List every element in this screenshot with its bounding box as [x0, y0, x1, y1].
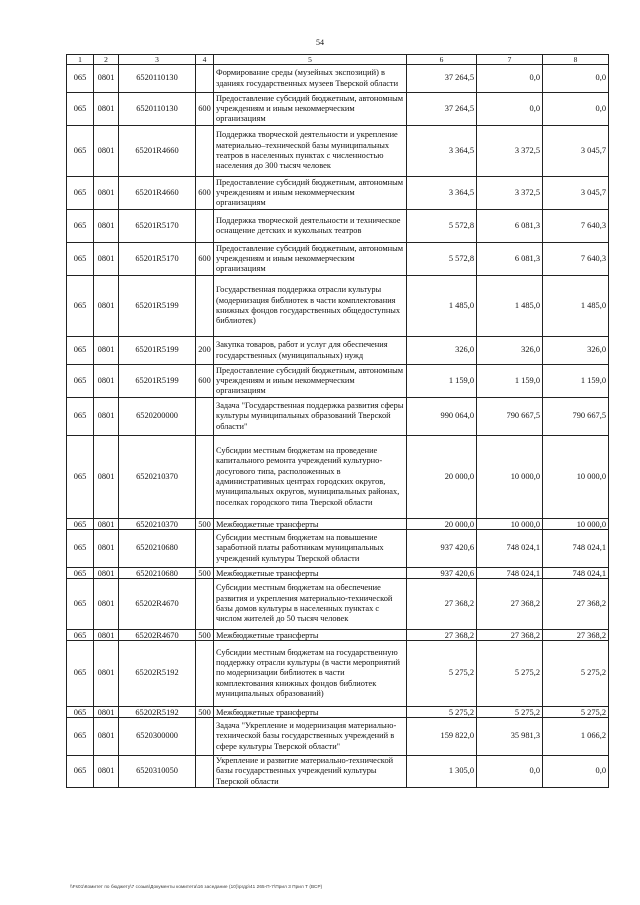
target-article-code-cell: 65202R5192 [119, 707, 196, 718]
column-header: 6 [407, 55, 477, 65]
amount-year-1-cell: 5 275,2 [407, 707, 477, 718]
target-article-code-cell: 6520110130 [119, 93, 196, 126]
item-name-cell: Предоставление субсидий бюджетным, автономным учреждениям и иным некоммерческим организациям [214, 365, 407, 398]
section-code-cell: 0801 [94, 630, 119, 641]
ministry-code-cell: 065 [67, 519, 94, 530]
column-header: 3 [119, 55, 196, 65]
amount-year-1-cell: 37 264,5 [407, 65, 477, 93]
amount-year-2-cell: 0,0 [477, 65, 543, 93]
amount-year-3-cell: 7 640,3 [543, 243, 609, 276]
column-header: 2 [94, 55, 119, 65]
section-code-cell: 0801 [94, 177, 119, 210]
amount-year-3-cell: 27 368,2 [543, 579, 609, 630]
target-article-code-cell: 6520210680 [119, 568, 196, 579]
ministry-code-cell: 065 [67, 707, 94, 718]
item-name-cell: Межбюджетные трансферты [214, 707, 407, 718]
expense-type-code-cell [196, 126, 214, 177]
amount-year-1-cell: 1 485,0 [407, 276, 477, 337]
amount-year-1-cell: 990 064,0 [407, 398, 477, 436]
item-name-cell: Субсидии местным бюджетам на проведение капитального ремонта учреждений культурно-досугового типа, расположенных в административных центрах городских округов, муниципальных округов, муниципальных районах, поселках городского типа Тверской области [214, 436, 407, 519]
amount-year-2-cell: 748 024,1 [477, 568, 543, 579]
table-row [67, 519, 609, 530]
target-article-code-cell: 65201R5199 [119, 365, 196, 398]
amount-year-3-cell: 3 045,7 [543, 126, 609, 177]
item-name-cell: Формирование среды (музейных экспозиций) в зданиях государственных музеев Тверской области [214, 65, 407, 93]
table-row [67, 641, 609, 707]
item-name-cell: Межбюджетные трансферты [214, 630, 407, 641]
amount-year-1-cell: 326,0 [407, 337, 477, 365]
amount-year-2-cell: 10 000,0 [477, 519, 543, 530]
amount-year-1-cell: 37 264,5 [407, 93, 477, 126]
section-code-cell: 0801 [94, 641, 119, 707]
amount-year-2-cell: 0,0 [477, 93, 543, 126]
section-code-cell: 0801 [94, 436, 119, 519]
amount-year-3-cell: 748 024,1 [543, 530, 609, 568]
table-row [67, 210, 609, 243]
ministry-code-cell: 065 [67, 398, 94, 436]
expense-type-code-cell [196, 276, 214, 337]
amount-year-3-cell: 3 045,7 [543, 177, 609, 210]
table-row [67, 365, 609, 398]
table-row [67, 630, 609, 641]
amount-year-2-cell: 1 159,0 [477, 365, 543, 398]
table-row [67, 718, 609, 756]
amount-year-1-cell: 5 572,8 [407, 210, 477, 243]
ministry-code-cell: 065 [67, 65, 94, 93]
budget-table [66, 54, 609, 788]
item-name-cell: Задача "Укрепление и модернизация материально-технической базы государственных учреждений в сфере культуры Тверской области" [214, 718, 407, 756]
page-number: 54 [316, 38, 324, 47]
amount-year-2-cell: 5 275,2 [477, 641, 543, 707]
expense-type-code-cell: 500 [196, 568, 214, 579]
amount-year-3-cell: 748 024,1 [543, 568, 609, 579]
item-name-cell: Поддержка творческой деятельности и укрепление материально–технической базы муниципальных театров в населенных пунктах с численностью населения до 300 тысяч человек [214, 126, 407, 177]
section-code-cell: 0801 [94, 337, 119, 365]
table-row [67, 337, 609, 365]
table-row [67, 177, 609, 210]
amount-year-3-cell: 1 485,0 [543, 276, 609, 337]
amount-year-1-cell: 20 000,0 [407, 519, 477, 530]
amount-year-3-cell: 5 275,2 [543, 707, 609, 718]
section-code-cell: 0801 [94, 276, 119, 337]
ministry-code-cell: 065 [67, 568, 94, 579]
target-article-code-cell: 65201R4660 [119, 177, 196, 210]
amount-year-3-cell: 0,0 [543, 93, 609, 126]
amount-year-2-cell: 3 372,5 [477, 177, 543, 210]
table-row [67, 93, 609, 126]
amount-year-3-cell: 10 000,0 [543, 519, 609, 530]
amount-year-1-cell: 27 368,2 [407, 630, 477, 641]
table-row [67, 436, 609, 519]
amount-year-2-cell: 3 372,5 [477, 126, 543, 177]
table-row [67, 276, 609, 337]
table-row [67, 398, 609, 436]
expense-type-code-cell [196, 530, 214, 568]
amount-year-3-cell: 7 640,3 [543, 210, 609, 243]
item-name-cell: Предоставление субсидий бюджетным, автономным учреждениям и иным некоммерческим организациям [214, 243, 407, 276]
expense-type-code-cell: 200 [196, 337, 214, 365]
item-name-cell: Задача "Государственная поддержка развития сферы культуры муниципальных образований Тверской области" [214, 398, 407, 436]
section-code-cell: 0801 [94, 65, 119, 93]
expense-type-code-cell [196, 718, 214, 756]
section-code-cell: 0801 [94, 579, 119, 630]
ministry-code-cell: 065 [67, 243, 94, 276]
amount-year-3-cell: 10 000,0 [543, 436, 609, 519]
section-code-cell: 0801 [94, 568, 119, 579]
table-row [67, 243, 609, 276]
column-header: 5 [214, 55, 407, 65]
expense-type-code-cell: 600 [196, 177, 214, 210]
ministry-code-cell: 065 [67, 579, 94, 630]
target-article-code-cell: 6520200000 [119, 398, 196, 436]
amount-year-3-cell: 790 667,5 [543, 398, 609, 436]
amount-year-2-cell: 27 368,2 [477, 630, 543, 641]
expense-type-code-cell: 500 [196, 519, 214, 530]
section-code-cell: 0801 [94, 365, 119, 398]
target-article-code-cell: 6520310050 [119, 756, 196, 788]
expense-type-code-cell: 500 [196, 630, 214, 641]
section-code-cell: 0801 [94, 93, 119, 126]
amount-year-2-cell: 35 981,3 [477, 718, 543, 756]
column-header: 4 [196, 55, 214, 65]
table-row [67, 568, 609, 579]
amount-year-2-cell: 5 275,2 [477, 707, 543, 718]
column-header: 7 [477, 55, 543, 65]
ministry-code-cell: 065 [67, 641, 94, 707]
section-code-cell: 0801 [94, 718, 119, 756]
item-name-cell: Закупка товаров, работ и услуг для обеспечения государственных (муниципальных) нужд [214, 337, 407, 365]
ministry-code-cell: 065 [67, 436, 94, 519]
ministry-code-cell: 065 [67, 337, 94, 365]
target-article-code-cell: 65201R4660 [119, 126, 196, 177]
amount-year-2-cell: 748 024,1 [477, 530, 543, 568]
amount-year-1-cell: 3 364,5 [407, 177, 477, 210]
amount-year-1-cell: 937 420,6 [407, 530, 477, 568]
target-article-code-cell: 6520300000 [119, 718, 196, 756]
amount-year-2-cell: 27 368,2 [477, 579, 543, 630]
table-row [67, 126, 609, 177]
expense-type-code-cell [196, 210, 214, 243]
expense-type-code-cell [196, 436, 214, 519]
section-code-cell: 0801 [94, 126, 119, 177]
amount-year-2-cell: 790 667,5 [477, 398, 543, 436]
ministry-code-cell: 065 [67, 530, 94, 568]
expense-type-code-cell [196, 398, 214, 436]
amount-year-3-cell: 5 275,2 [543, 641, 609, 707]
section-code-cell: 0801 [94, 519, 119, 530]
section-code-cell: 0801 [94, 756, 119, 788]
item-name-cell: Предоставление субсидий бюджетным, автономным учреждениям и иным некоммерческим организациям [214, 93, 407, 126]
table-row [67, 579, 609, 630]
item-name-cell: Государственная поддержка отрасли культуры (модернизация библиотек в части комплектования книжных фондов государственных общедоступных библиотек) [214, 276, 407, 337]
target-article-code-cell: 6520210370 [119, 519, 196, 530]
column-header: 1 [67, 55, 94, 65]
target-article-code-cell: 65202R5192 [119, 641, 196, 707]
amount-year-2-cell: 6 081,3 [477, 243, 543, 276]
expense-type-code-cell: 600 [196, 365, 214, 398]
section-code-cell: 0801 [94, 243, 119, 276]
ministry-code-cell: 065 [67, 210, 94, 243]
ministry-code-cell: 065 [67, 756, 94, 788]
amount-year-3-cell: 0,0 [543, 65, 609, 93]
table-row [67, 756, 609, 788]
amount-year-2-cell: 6 081,3 [477, 210, 543, 243]
amount-year-1-cell: 5 572,8 [407, 243, 477, 276]
amount-year-3-cell: 326,0 [543, 337, 609, 365]
target-article-code-cell: 65201R5170 [119, 243, 196, 276]
section-code-cell: 0801 [94, 530, 119, 568]
file-path-footer: \\Fs01\Комитет по бюджету\7 созыв\Документы комитета\16 заседание (10)\ргдр\41 265-П-7\Прил 3 Прил Т (ВСР) [70, 884, 323, 889]
column-number-header [67, 55, 609, 65]
ministry-code-cell: 065 [67, 126, 94, 177]
target-article-code-cell: 6520210370 [119, 436, 196, 519]
ministry-code-cell: 065 [67, 718, 94, 756]
ministry-code-cell: 065 [67, 177, 94, 210]
item-name-cell: Субсидии местным бюджетам на обеспечение развития и укрепления материально-технической базы домов культуры в населенных пунктах с числом жителей до 50 тысяч человек [214, 579, 407, 630]
section-code-cell: 0801 [94, 707, 119, 718]
amount-year-2-cell: 10 000,0 [477, 436, 543, 519]
target-article-code-cell: 65201R5199 [119, 276, 196, 337]
target-article-code-cell: 6520210680 [119, 530, 196, 568]
target-article-code-cell: 65202R4670 [119, 579, 196, 630]
amount-year-1-cell: 937 420,6 [407, 568, 477, 579]
item-name-cell: Предоставление субсидий бюджетным, автономным учреждениям и иным некоммерческим организациям [214, 177, 407, 210]
item-name-cell: Субсидии местным бюджетам на повышение заработной платы работникам муниципальных учреждений культуры Тверской области [214, 530, 407, 568]
item-name-cell: Межбюджетные трансферты [214, 568, 407, 579]
section-code-cell: 0801 [94, 210, 119, 243]
ministry-code-cell: 065 [67, 93, 94, 126]
amount-year-2-cell: 0,0 [477, 756, 543, 788]
ministry-code-cell: 065 [67, 630, 94, 641]
expense-type-code-cell [196, 579, 214, 630]
expense-type-code-cell [196, 756, 214, 788]
amount-year-1-cell: 27 368,2 [407, 579, 477, 630]
table-row [67, 707, 609, 718]
amount-year-2-cell: 326,0 [477, 337, 543, 365]
section-code-cell: 0801 [94, 398, 119, 436]
amount-year-1-cell: 5 275,2 [407, 641, 477, 707]
column-header: 8 [543, 55, 609, 65]
target-article-code-cell: 65202R4670 [119, 630, 196, 641]
amount-year-1-cell: 1 305,0 [407, 756, 477, 788]
amount-year-1-cell: 1 159,0 [407, 365, 477, 398]
expense-type-code-cell: 600 [196, 243, 214, 276]
item-name-cell: Межбюджетные трансферты [214, 519, 407, 530]
amount-year-1-cell: 159 822,0 [407, 718, 477, 756]
table-row [67, 530, 609, 568]
expense-type-code-cell [196, 65, 214, 93]
expense-type-code-cell [196, 641, 214, 707]
item-name-cell: Поддержка творческой деятельности и техническое оснащение детских и кукольных театров [214, 210, 407, 243]
amount-year-1-cell: 3 364,5 [407, 126, 477, 177]
target-article-code-cell: 65201R5170 [119, 210, 196, 243]
item-name-cell: Субсидии местным бюджетам на государственную поддержку отрасли культуры (в части мероприятий по модернизации библиотек в части комплектования книжных фондов библиотек муниципальных образований) [214, 641, 407, 707]
ministry-code-cell: 065 [67, 276, 94, 337]
expense-type-code-cell: 500 [196, 707, 214, 718]
amount-year-1-cell: 20 000,0 [407, 436, 477, 519]
amount-year-3-cell: 1 066,2 [543, 718, 609, 756]
target-article-code-cell: 65201R5199 [119, 337, 196, 365]
amount-year-3-cell: 0,0 [543, 756, 609, 788]
item-name-cell: Укрепление и развитие материально-технической базы государственных учреждений культуры Тверской области [214, 756, 407, 788]
amount-year-3-cell: 27 368,2 [543, 630, 609, 641]
amount-year-2-cell: 1 485,0 [477, 276, 543, 337]
table-row [67, 65, 609, 93]
expense-type-code-cell: 600 [196, 93, 214, 126]
target-article-code-cell: 6520110130 [119, 65, 196, 93]
amount-year-3-cell: 1 159,0 [543, 365, 609, 398]
ministry-code-cell: 065 [67, 365, 94, 398]
